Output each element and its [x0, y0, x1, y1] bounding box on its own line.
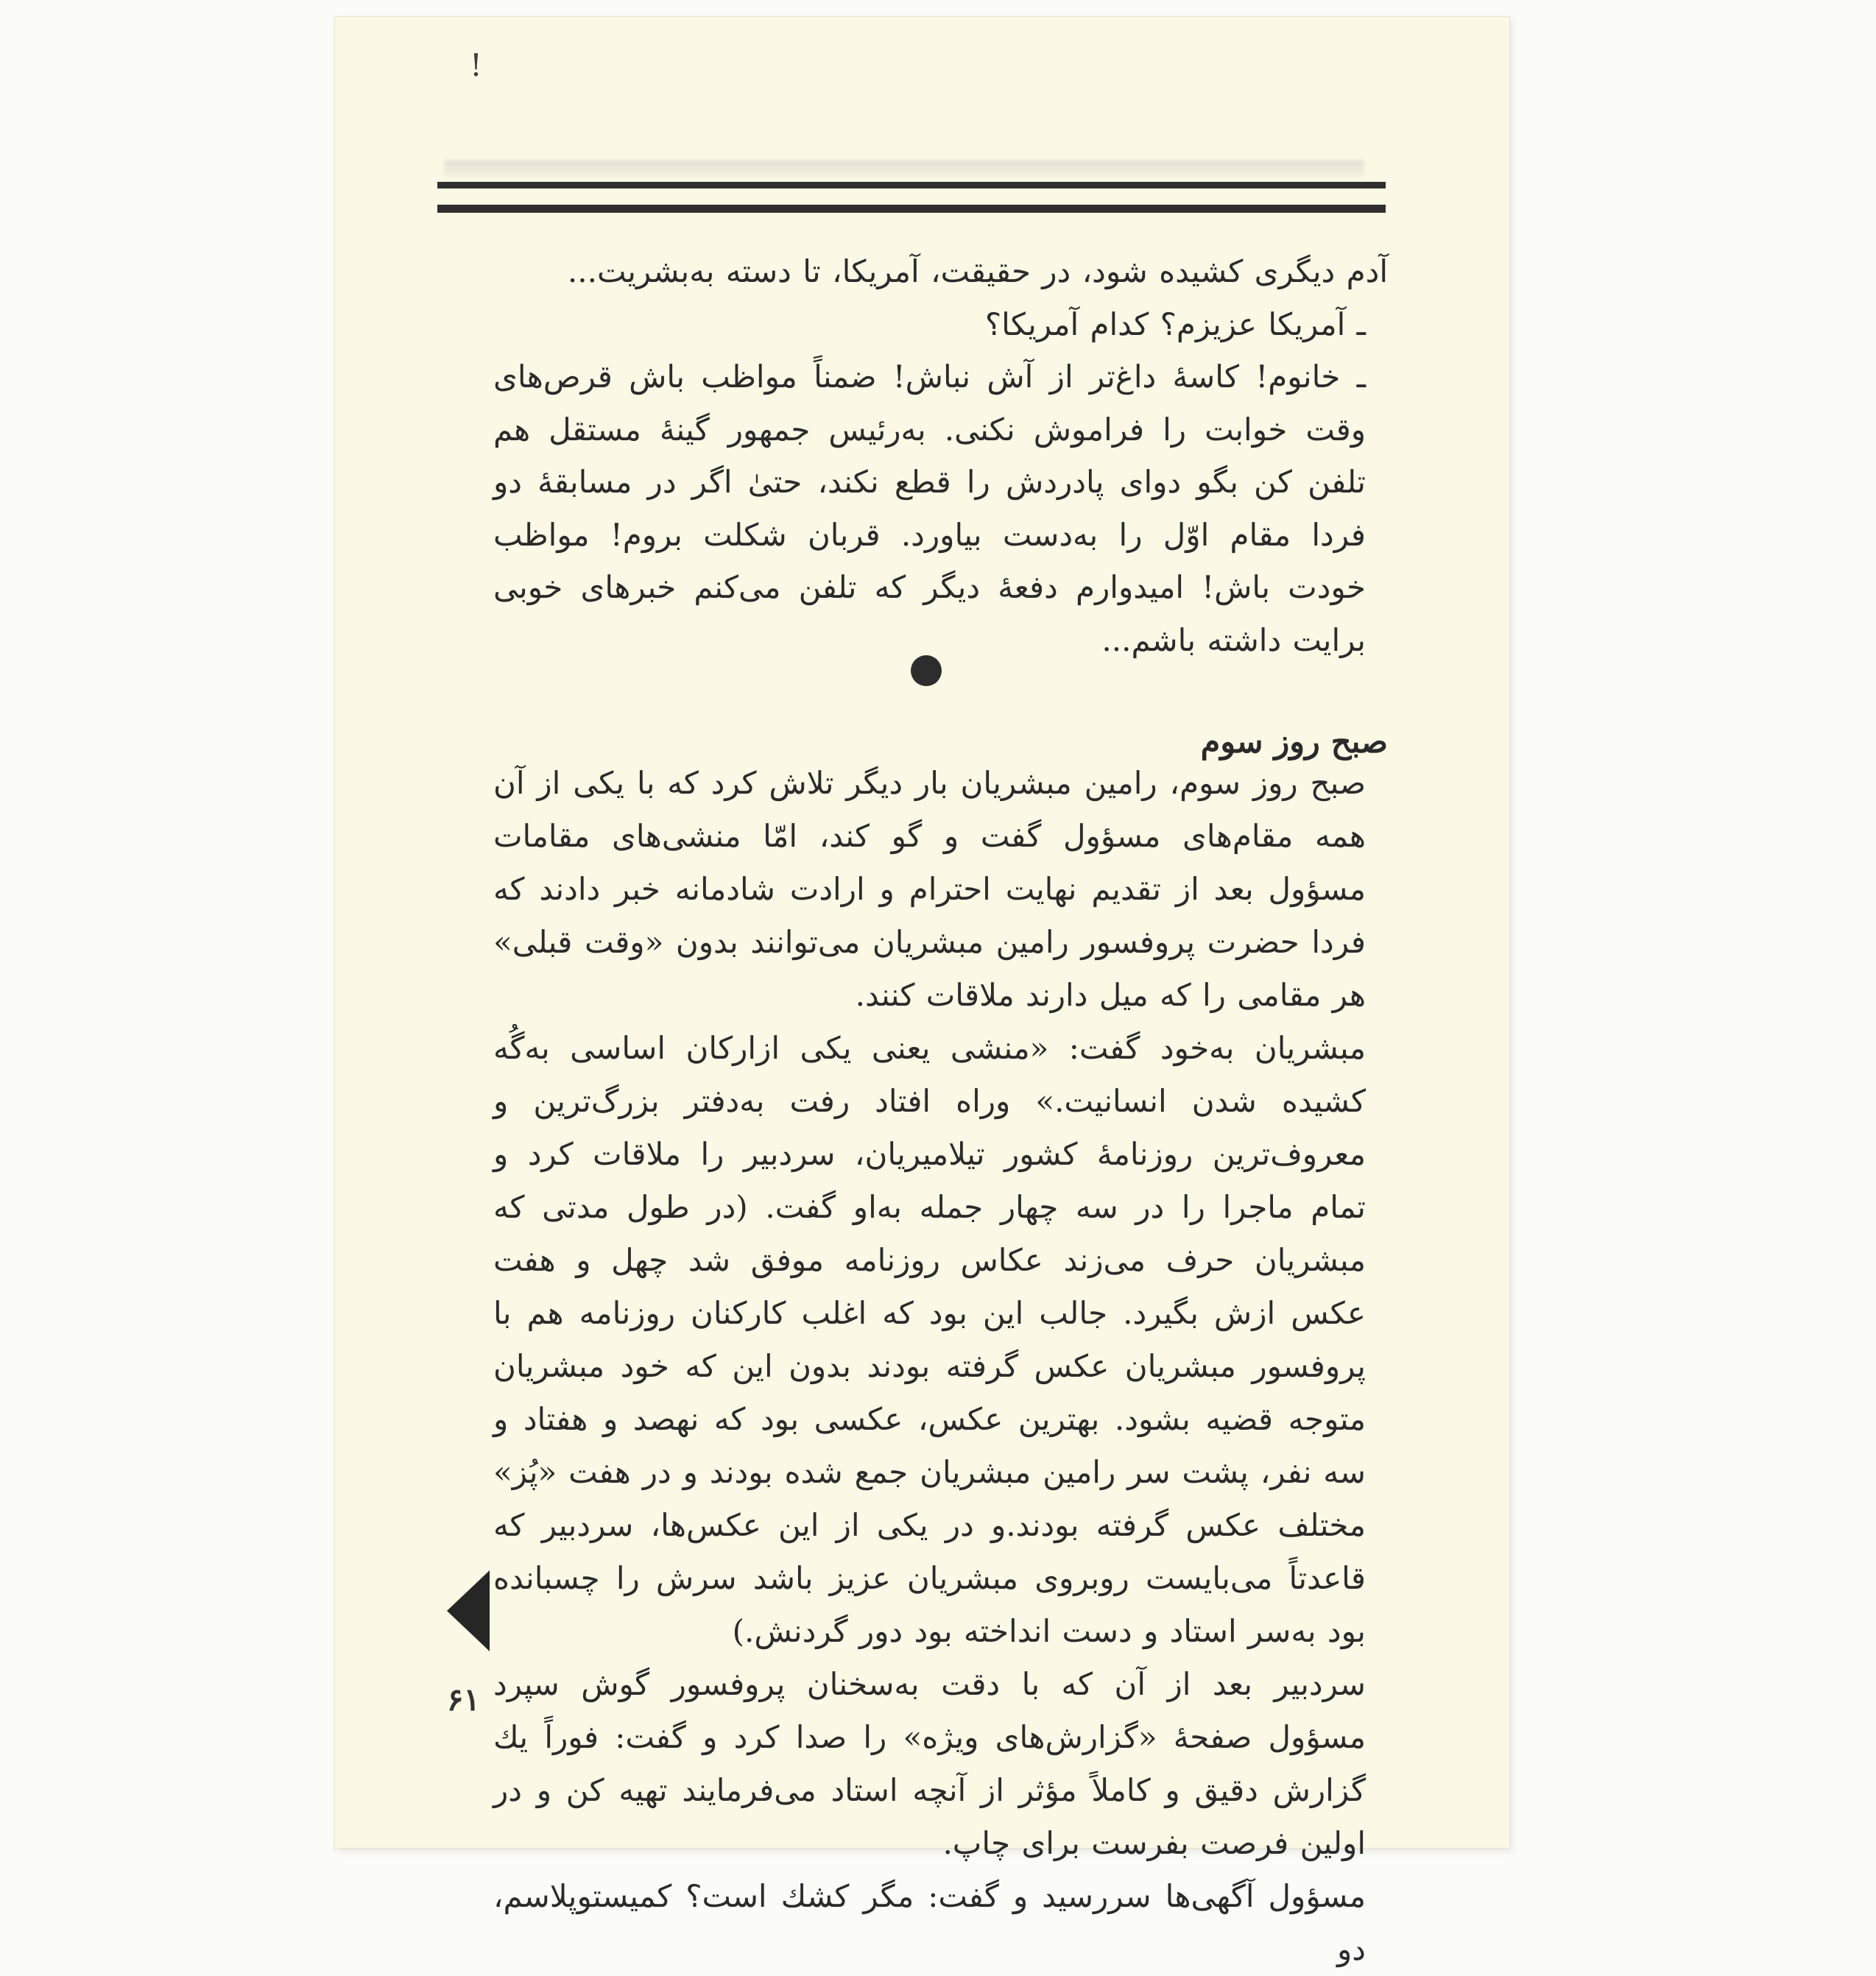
body-paragraph-2: مبشریان به‌خود گفت: «منشی یعنی یکی ازارکان اساسی به‌گُه کشیده شدن انسانیت.» وراه افتاد رفت به‌دفتر بزرگ‌ترین و معروف‌ترین روزنامهٔ کشور تیلامیریان، سردبیر را ملاقات کرد و تمام ماجرا را در سه چهار جمله به‌او گفت. (در طول مدتی که مبشریان حرف می‌زند عکاس روزنامه موفق شد چهل و هفت عکس ازش بگیرد. جالب این بود که اغلب کارکنان روزنامه هم با پروفسور مبشریان عکس گرفته بودند بدون این که خود مبشریان متوجه قضیه بشود. بهترین عکس، عکسی بود که نهصد و هفتاد و سه نفر، پشت سر رامین مبشریان جمع شده بودند و در هفت «پُز» مختلف عکس گرفته بودند.و در یکی از این عکس‌ها، سردبیر که قاعدتاً می‌بایست روبروی مبشریان عزیز باشد سرش را چسبانده بود به‌سر استاد و دست انداخته بود دور گردنش.) — [493, 1030, 1366, 1649]
opening-line-1: آدم دیگری کشیده شود، در حقیقت، آمریکا، تا دسته به‌بشریت... — [567, 253, 1388, 289]
page-number: ۶۱ — [447, 1682, 481, 1718]
show-through-rule — [444, 160, 1364, 177]
book-page — [335, 17, 1509, 1967]
bottom-rule — [437, 205, 1386, 213]
body-paragraph-4: مسؤول آگهی‌ها سررسید و گفت: مگر کشك است؟ کمیستوپلاسم، دو — [493, 1878, 1366, 1967]
section-body — [493, 757, 1388, 1976]
body-paragraph-1: صبح روز سوم، رامین مبشریان بار دیگر تلاش کرد که با یکی از آن همه مقام‌های مسؤول گفت و گو کند، امّا منشی‌های مقامات مسؤول بعد از تقدیم نهایت احترام و ارادت شادمانه خبر دادند که فردا حضرت پروفسور رامین مبشریان می‌توانند بدون «وقت قبلی» هر مقامی را که میل دارند ملاقات کنند. — [493, 765, 1366, 1013]
section-heading: صبح روز سوم — [1200, 724, 1388, 761]
left-arrow-icon — [447, 1570, 490, 1651]
opening-text — [493, 245, 1388, 666]
opening-dialogue-1: ـ آمریکا عزیزم؟ کدام آمریکا؟ — [984, 306, 1366, 342]
top-mark: ! — [470, 47, 482, 83]
top-rule — [437, 182, 1386, 188]
body-paragraph-3: سردبیر بعد از آن که با دقت به‌سخنان پروفسور گوش سپرد مسؤول صفحهٔ «گزارش‌های ویژه» را صدا کرد و گفت: فوراً یك گزارش دقیق و کاملاً مؤثر از آنچه استاد می‌فرمایند تهیه کن و در اولین فرصت بفرست برای چاپ. — [493, 1666, 1366, 1861]
section-separator-dot — [911, 655, 942, 686]
opening-dialogue-2: ـ خانوم! کاسهٔ داغ‌تر از آش نباش! ضمناً مواظب باش قرص‌های وقت خوابت را فراموش نکنی. به‌رئیس جمهور گینهٔ مستقل هم تلفن کن بگو دوای پادردش را قطع نکند، حتیٰ اگر در مسابقهٔ دو فردا مقام اوّل را به‌دست بیاورد. قربان شکلت بروم! مواظب خودت باش! امیدوارم دفعهٔ دیگر که تلفن می‌کنم خبرهای خوبی برایت داشته باشم... — [493, 359, 1366, 658]
